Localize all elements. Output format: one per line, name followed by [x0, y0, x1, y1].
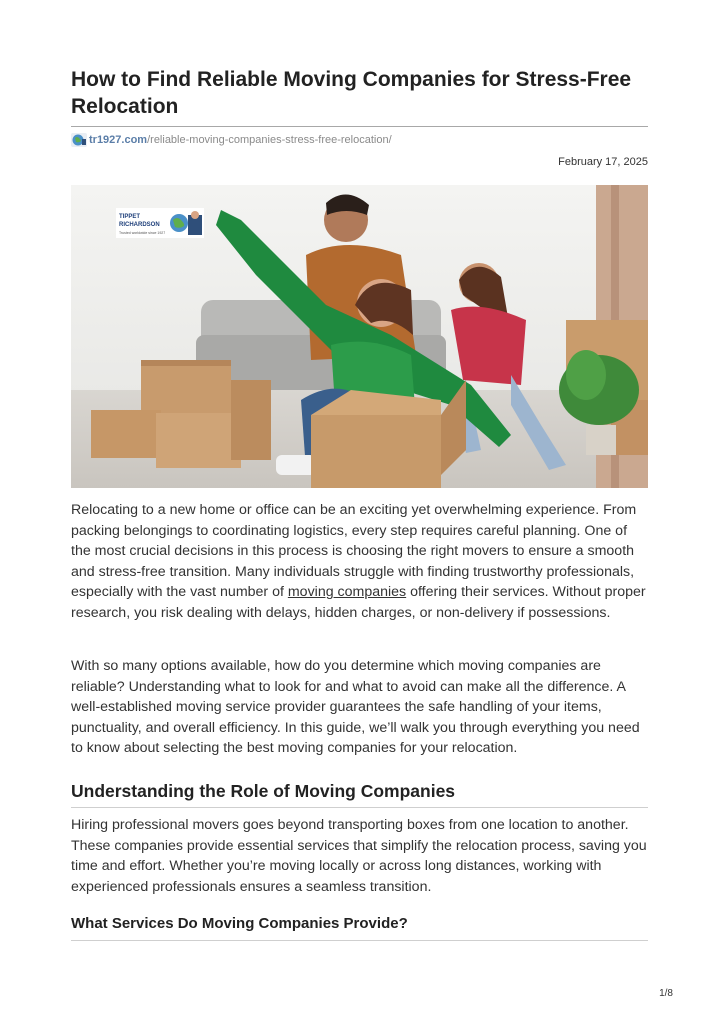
title-divider	[71, 126, 648, 127]
hero-image	[71, 185, 648, 488]
source-link[interactable]	[71, 132, 392, 148]
paragraph-role: Hiring professional movers goes beyond transporting boxes from one location to another. These companies provide essential services that simplify the relocation process, saving you time and effort. Whether you’re moving locally or across long distances, working with experienced professionals ensures a seamless transition.	[71, 817, 647, 895]
section-divider	[71, 807, 648, 808]
publish-date: February 17, 2025	[558, 156, 648, 168]
paragraph-options: With so many options available, how do you determine which moving companies are reliable? Understanding what to look for and what to avoid can make all the difference. A well-established moving service provider guarantees the safe handling of your items, punctuality, and overall efficiency. In this guide, we’ll walk you through everything you need to know about selecting the best moving companies for your relocation.	[71, 658, 640, 756]
subsection-divider	[71, 940, 648, 941]
source-path[interactable]: /reliable-moving-companies-stress-free-relocation/	[147, 134, 392, 146]
article-title: How to Find Reliable Moving Companies for Stress-Free Relocation	[71, 68, 632, 118]
svg-text:Trusted worldwide since 1927: Trusted worldwide since 1927	[119, 231, 166, 235]
family-moving-photo	[71, 185, 648, 488]
page-number: 1/8	[659, 988, 673, 999]
moving-companies-link[interactable]: moving companies	[287, 584, 407, 600]
section-heading: Understanding the Role of Moving Companies	[71, 781, 456, 801]
source-domain[interactable]: tr1927.com	[89, 134, 148, 146]
globe-favicon-icon	[71, 133, 87, 147]
paragraph-intro: Relocating to a new home or office can be an exciting yet overwhelming experience. From packing belongings to coordinating logistics, every step requires careful planning. One of the most crucial decisions in this process is choosing the right movers to ensure a smooth and stress-free transition. Many individuals struggle with finding trustworthy professionals, especially with the vast number of moving companies offering their services. Without proper research, you risk dealing with delays, hidden charges, or non-delivery if possessions.	[71, 502, 646, 621]
subsection-heading: What Services Do Moving Companies Provide?	[71, 915, 408, 932]
svg-text:RICHARDSON: RICHARDSON	[119, 222, 160, 228]
svg-text:TIPPET: TIPPET	[119, 214, 141, 220]
